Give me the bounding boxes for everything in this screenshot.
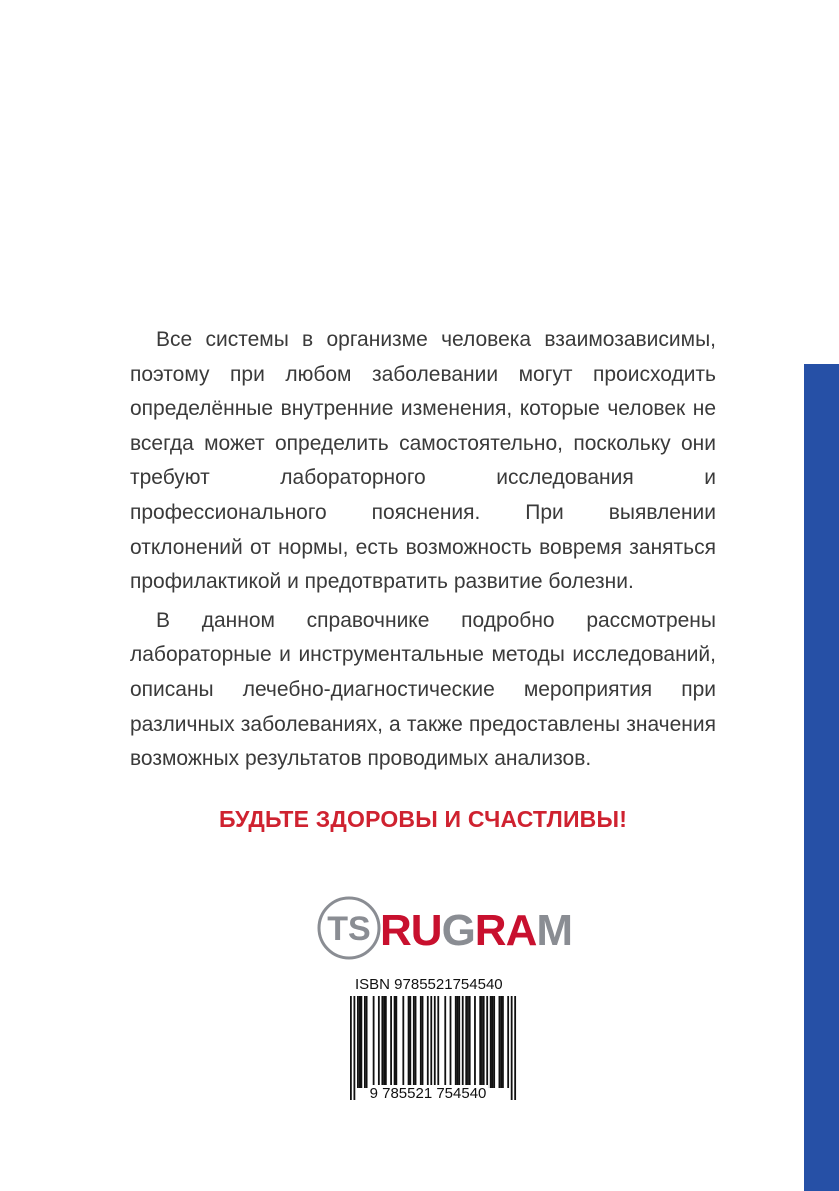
barcode-bar bbox=[469, 996, 471, 1088]
barcode-bar bbox=[462, 996, 464, 1088]
barcode-bar bbox=[502, 996, 504, 1088]
barcode-bar bbox=[373, 996, 375, 1088]
book-description bbox=[130, 323, 716, 777]
barcode-bar bbox=[493, 996, 495, 1088]
barcode-bar bbox=[455, 996, 457, 1088]
barcode-bar bbox=[394, 996, 396, 1088]
barcode-bar bbox=[408, 996, 410, 1088]
barcode-bar bbox=[479, 996, 481, 1088]
barcode-bar bbox=[366, 996, 368, 1088]
barcode-bar bbox=[360, 996, 362, 1088]
logo-text-ru: RU bbox=[380, 906, 442, 955]
svg-text:RUGRAM bbox=[380, 906, 572, 955]
blue-side-stripe bbox=[804, 364, 839, 1191]
barcode-bar bbox=[458, 996, 460, 1088]
barcode-bar bbox=[402, 996, 404, 1088]
barcode-bar bbox=[474, 996, 476, 1088]
barcode-bar bbox=[378, 996, 380, 1088]
barcode-bar bbox=[390, 996, 392, 1088]
barcode-bar bbox=[359, 996, 361, 1088]
barcode-digits-row bbox=[340, 1085, 516, 1102]
barcode-bar bbox=[481, 996, 483, 1088]
barcode-bar bbox=[357, 996, 359, 1088]
logo-text-g: G bbox=[441, 906, 475, 955]
barcode-bar bbox=[385, 996, 387, 1088]
barcode-bar bbox=[486, 996, 488, 1088]
barcode-bar bbox=[492, 996, 494, 1088]
publisher-logo bbox=[316, 895, 573, 961]
barcode-bar bbox=[415, 996, 417, 1088]
barcode-bar bbox=[490, 996, 492, 1088]
isbn-label: ISBN 9785521754540 bbox=[355, 976, 503, 993]
barcode-bar bbox=[450, 996, 452, 1088]
barcode-bar bbox=[364, 996, 366, 1088]
barcode-bar bbox=[483, 996, 485, 1088]
slogan: БУДЬТЕ ЗДОРОВЫ И СЧАСТЛИВЫ! bbox=[218, 806, 628, 832]
barcode-bar bbox=[499, 996, 501, 1088]
description-paragraph-1: Все системы в организме человека взаимозависимы, поэтому при любом заболевании могут происходить определённые внутренние изменения, которые человек не всегда может определить самостоятельно, поскольку они требуют лабораторного исследования и профессионального пояснения. При выявлении отклонений от нормы, есть возможность вовремя заняться профилактикой и предотвратить развитие болезни. bbox=[130, 328, 716, 594]
barcode-bar bbox=[444, 996, 446, 1088]
barcode-bar bbox=[467, 996, 469, 1088]
barcode-bar bbox=[507, 996, 509, 1088]
barcode-bar bbox=[409, 996, 411, 1088]
barcode-digits: 9 785521 754540 bbox=[369, 1085, 487, 1102]
description-paragraph-2: В данном справочнике подробно рассмотрены лабораторные и инструментальные методы исследований, описаны лечебно-диагностические мероприятия при различных заболеваниях, а также предоставлены значения возможных результатов проводимых анализов. bbox=[130, 608, 716, 771]
barcode-bar bbox=[395, 996, 397, 1088]
logo-text-ra: RA bbox=[474, 906, 537, 955]
barcode-bar bbox=[413, 996, 415, 1088]
barcode-bar bbox=[422, 996, 424, 1088]
logo-mark-text: TS bbox=[327, 910, 371, 948]
barcode-bar bbox=[437, 996, 439, 1088]
barcode-bar bbox=[457, 996, 459, 1088]
barcode-bar bbox=[420, 996, 422, 1088]
logo-text-m: M bbox=[536, 906, 573, 955]
barcode-bar bbox=[383, 996, 385, 1088]
barcode-bar bbox=[427, 996, 429, 1088]
barcode-bar bbox=[381, 996, 383, 1088]
barcode-bar bbox=[465, 996, 467, 1088]
barcode-bar bbox=[500, 996, 502, 1088]
